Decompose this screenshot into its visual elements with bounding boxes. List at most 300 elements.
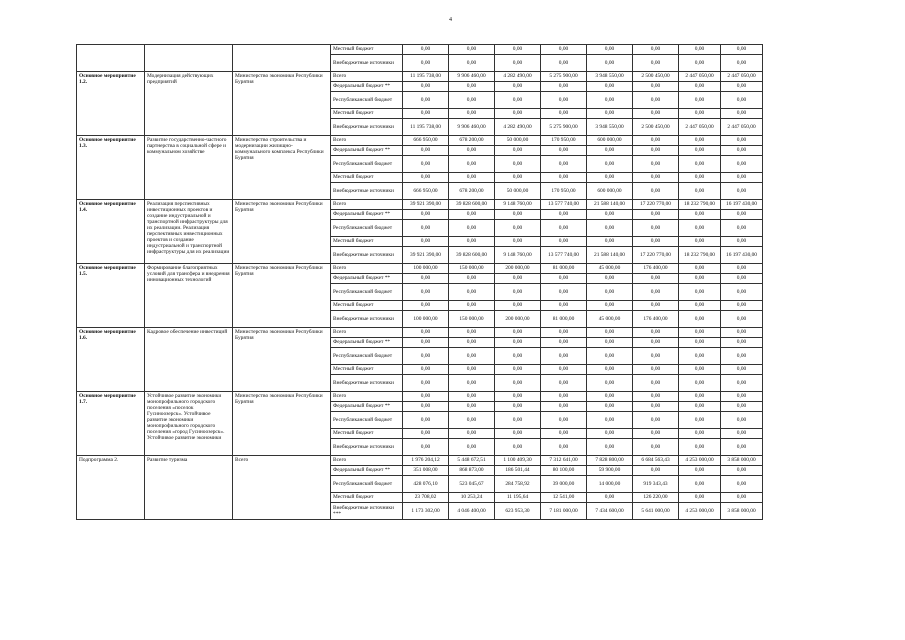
funding-value: 0,00 xyxy=(495,429,541,439)
funding-value: 0,00 xyxy=(679,466,721,476)
funding-value: 0,00 xyxy=(587,375,633,392)
funding-value: 170 950,00 xyxy=(541,183,587,200)
funding-value: 10 253,24 xyxy=(449,493,495,503)
funding-value: 0,00 xyxy=(721,146,763,156)
funding-value: 0,00 xyxy=(403,237,449,247)
funding-value: 16 197 430,00 xyxy=(721,200,763,210)
measure-title: Устойчивое развитие экономики монопрофильного городского поселения «поселок Гусиноозерск». Устойчивое развитие экономики монопрофильного городского поселения «город Гусиноозерск». Устойчивое развитие экономики xyxy=(145,392,233,456)
funding-value: 7 181 000,00 xyxy=(541,503,587,520)
funding-value: 0,00 xyxy=(679,220,721,237)
funding-value: 39 921 390,00 xyxy=(403,247,449,264)
funding-value: 100 000,00 xyxy=(403,311,449,328)
measure-title: Развитие государственно-частного партнерства в социальной сфере и коммунальном хозяйстве xyxy=(145,136,233,200)
funding-value: 0,00 xyxy=(679,328,721,338)
funding-value: 4 253 000,00 xyxy=(679,456,721,466)
measure-executor: Всего xyxy=(233,456,331,520)
funding-value: 0,00 xyxy=(495,146,541,156)
measure-name: Подпрограмма 2. xyxy=(77,456,145,520)
funding-value: 0,00 xyxy=(403,92,449,109)
funding-value: 200 000,00 xyxy=(495,264,541,274)
funding-value: 0,00 xyxy=(679,311,721,328)
funding-value: 0,00 xyxy=(633,109,679,119)
funding-value: 0,00 xyxy=(449,348,495,365)
funding-value: 0,00 xyxy=(721,55,763,72)
table-row xyxy=(77,264,763,274)
funding-value: 0,00 xyxy=(633,274,679,284)
funding-value: 0,00 xyxy=(679,284,721,301)
funding-value: 0,00 xyxy=(721,45,763,55)
funding-value: 0,00 xyxy=(587,146,633,156)
funding-value: 0,00 xyxy=(449,210,495,220)
funding-value: 5 275 900,00 xyxy=(541,119,587,136)
funding-value: 0,00 xyxy=(403,109,449,119)
funding-value: 0,00 xyxy=(541,301,587,311)
funding-source: Федеральный бюджет ** xyxy=(331,82,403,92)
funding-value: 0,00 xyxy=(449,338,495,348)
funding-value: 0,00 xyxy=(403,439,449,456)
table-row xyxy=(77,45,763,55)
funding-value: 0,00 xyxy=(679,476,721,493)
funding-value: 176 400,00 xyxy=(633,264,679,274)
funding-value: 0,00 xyxy=(541,210,587,220)
funding-value: 0,00 xyxy=(721,493,763,503)
funding-value: 150 000,00 xyxy=(449,264,495,274)
funding-source: Всего xyxy=(331,328,403,338)
funding-value: 0,00 xyxy=(541,402,587,412)
funding-value: 0,00 xyxy=(541,365,587,375)
funding-value: 0,00 xyxy=(633,220,679,237)
funding-value: 2 500 450,00 xyxy=(633,72,679,82)
funding-value: 428 076,10 xyxy=(403,476,449,493)
funding-value: 0,00 xyxy=(721,274,763,284)
funding-source: Всего xyxy=(331,136,403,146)
funding-value: 0,00 xyxy=(679,301,721,311)
funding-value: 0,00 xyxy=(449,156,495,173)
table-row xyxy=(77,328,763,338)
funding-value: 0,00 xyxy=(541,146,587,156)
funding-value: 0,00 xyxy=(541,429,587,439)
funding-value: 0,00 xyxy=(633,439,679,456)
funding-value: 39 000,00 xyxy=(541,476,587,493)
funding-value: 0,00 xyxy=(633,429,679,439)
funding-value: 0,00 xyxy=(587,328,633,338)
funding-value: 4 282 490,00 xyxy=(495,119,541,136)
funding-value: 0,00 xyxy=(449,284,495,301)
funding-value: 0,00 xyxy=(679,493,721,503)
funding-value: 3 948 550,00 xyxy=(587,72,633,82)
funding-value: 0,00 xyxy=(587,82,633,92)
funding-value: 7 828 800,00 xyxy=(587,456,633,466)
funding-source: Федеральный бюджет ** xyxy=(331,274,403,284)
funding-value: 176 400,00 xyxy=(633,311,679,328)
funding-value: 0,00 xyxy=(679,173,721,183)
funding-source: Внебюджетные источники xyxy=(331,183,403,200)
funding-value: 0,00 xyxy=(587,156,633,173)
funding-value: 9 148 760,00 xyxy=(495,247,541,264)
funding-value: 50 000,00 xyxy=(495,136,541,146)
funding-value: 0,00 xyxy=(403,348,449,365)
funding-source: Внебюджетные источники xyxy=(331,375,403,392)
funding-value: 0,00 xyxy=(721,311,763,328)
funding-value: 0,00 xyxy=(449,439,495,456)
funding-value: 0,00 xyxy=(449,146,495,156)
funding-value: 0,00 xyxy=(721,365,763,375)
funding-value: 5 275 900,00 xyxy=(541,72,587,82)
funding-value: 0,00 xyxy=(587,301,633,311)
funding-value: 0,00 xyxy=(679,92,721,109)
measure-executor: Министерство экономики Республики Бурятия xyxy=(233,328,331,392)
funding-value: 0,00 xyxy=(403,328,449,338)
funding-value: 0,00 xyxy=(495,92,541,109)
funding-value: 0,00 xyxy=(495,45,541,55)
funding-value: 0,00 xyxy=(721,183,763,200)
measure-executor: Министерство экономики Республики Бурятия xyxy=(233,200,331,264)
funding-value: 0,00 xyxy=(495,284,541,301)
funding-value: 0,00 xyxy=(541,274,587,284)
funding-value: 868 873,00 xyxy=(449,466,495,476)
funding-value: 0,00 xyxy=(541,45,587,55)
funding-value: 0,00 xyxy=(541,284,587,301)
measure-name: Основное мероприятие 1.6. xyxy=(77,328,145,392)
funding-value: 0,00 xyxy=(721,375,763,392)
funding-value: 0,00 xyxy=(587,493,633,503)
funding-source: Федеральный бюджет ** xyxy=(331,338,403,348)
funding-value: 600 000,00 xyxy=(587,136,633,146)
funding-value: 9 906 460,00 xyxy=(449,119,495,136)
funding-value: 39 828 600,00 xyxy=(449,247,495,264)
funding-value: 0,00 xyxy=(633,146,679,156)
funding-value: 0,00 xyxy=(449,220,495,237)
funding-value: 0,00 xyxy=(587,173,633,183)
funding-value: 0,00 xyxy=(541,82,587,92)
funding-value: 0,00 xyxy=(721,156,763,173)
funding-value: 0,00 xyxy=(721,476,763,493)
funding-value: 0,00 xyxy=(679,375,721,392)
funding-value: 0,00 xyxy=(495,173,541,183)
funding-value: 0,00 xyxy=(721,109,763,119)
funding-value: 0,00 xyxy=(541,92,587,109)
funding-value: 0,00 xyxy=(495,392,541,402)
measure-title xyxy=(145,45,233,72)
measure-name xyxy=(77,45,145,72)
funding-value: 7 434 600,00 xyxy=(587,503,633,520)
funding-value: 0,00 xyxy=(721,439,763,456)
funding-source: Республиканский бюджет xyxy=(331,412,403,429)
funding-value: 0,00 xyxy=(449,301,495,311)
funding-value: 18 232 790,00 xyxy=(679,247,721,264)
funding-value: 0,00 xyxy=(721,328,763,338)
funding-value: 0,00 xyxy=(495,210,541,220)
funding-source: Местный бюджет xyxy=(331,45,403,55)
funding-value: 0,00 xyxy=(587,392,633,402)
funding-value: 0,00 xyxy=(679,146,721,156)
funding-source: Федеральный бюджет ** xyxy=(331,210,403,220)
funding-value: 2 447 050,00 xyxy=(679,72,721,82)
funding-value: 0,00 xyxy=(403,301,449,311)
funding-value: 0,00 xyxy=(633,210,679,220)
funding-value: 0,00 xyxy=(495,402,541,412)
funding-value: 4 253 000,00 xyxy=(679,503,721,520)
funding-value: 0,00 xyxy=(679,45,721,55)
funding-value: 666 950,00 xyxy=(403,183,449,200)
funding-source: Всего xyxy=(331,72,403,82)
table-row xyxy=(77,136,763,146)
funding-value: 0,00 xyxy=(633,301,679,311)
measure-name: Основное мероприятие 1.2. xyxy=(77,72,145,136)
funding-value: 0,00 xyxy=(541,55,587,72)
funding-value: 0,00 xyxy=(679,156,721,173)
funding-value: 0,00 xyxy=(495,338,541,348)
funding-value: 11 195 738,00 xyxy=(403,72,449,82)
funding-value: 0,00 xyxy=(541,375,587,392)
funding-value: 126 220,00 xyxy=(633,493,679,503)
funding-value: 678 200,00 xyxy=(449,183,495,200)
funding-table xyxy=(76,44,763,520)
funding-value: 5 448 672,51 xyxy=(449,456,495,466)
funding-value: 186 501,44 xyxy=(495,466,541,476)
funding-value: 3 948 550,00 xyxy=(587,119,633,136)
funding-value: 0,00 xyxy=(403,146,449,156)
funding-value: 0,00 xyxy=(449,45,495,55)
funding-value: 0,00 xyxy=(541,220,587,237)
funding-value: 0,00 xyxy=(495,220,541,237)
funding-value: 0,00 xyxy=(679,237,721,247)
funding-source: Местный бюджет xyxy=(331,237,403,247)
funding-value: 23 708,02 xyxy=(403,493,449,503)
funding-value: 0,00 xyxy=(587,338,633,348)
table-body xyxy=(77,45,763,520)
funding-value: 0,00 xyxy=(403,156,449,173)
funding-source: Республиканский бюджет xyxy=(331,476,403,493)
funding-value: 39 921 390,00 xyxy=(403,200,449,210)
funding-value: 4 282 490,00 xyxy=(495,72,541,82)
funding-value: 0,00 xyxy=(541,156,587,173)
funding-value: 17 220 770,00 xyxy=(633,247,679,264)
funding-value: 0,00 xyxy=(633,348,679,365)
measure-name: Основное мероприятие 1.5. xyxy=(77,264,145,328)
funding-source: Республиканский бюджет xyxy=(331,284,403,301)
funding-value: 0,00 xyxy=(495,439,541,456)
funding-value: 0,00 xyxy=(633,136,679,146)
funding-value: 0,00 xyxy=(633,156,679,173)
funding-value: 0,00 xyxy=(403,429,449,439)
funding-source: Местный бюджет xyxy=(331,173,403,183)
funding-value: 623 953,30 xyxy=(495,503,541,520)
funding-value: 0,00 xyxy=(403,82,449,92)
funding-value: 523 045,67 xyxy=(449,476,495,493)
funding-value: 0,00 xyxy=(587,284,633,301)
funding-source: Местный бюджет xyxy=(331,301,403,311)
funding-value: 100 000,00 xyxy=(403,264,449,274)
funding-value: 0,00 xyxy=(721,237,763,247)
funding-value: 13 577 740,00 xyxy=(541,247,587,264)
funding-value: 0,00 xyxy=(587,92,633,109)
funding-value: 80 100,00 xyxy=(541,466,587,476)
funding-value: 0,00 xyxy=(541,412,587,429)
funding-value: 0,00 xyxy=(633,412,679,429)
funding-source: Местный бюджет xyxy=(331,429,403,439)
funding-value: 919 343,43 xyxy=(633,476,679,493)
funding-source: Республиканский бюджет xyxy=(331,220,403,237)
funding-value: 0,00 xyxy=(679,348,721,365)
funding-value: 2 500 450,00 xyxy=(633,119,679,136)
funding-value: 0,00 xyxy=(403,210,449,220)
funding-value: 16 197 430,00 xyxy=(721,247,763,264)
funding-value: 0,00 xyxy=(679,439,721,456)
measure-title: Модернизация действующих предприятий xyxy=(145,72,233,136)
funding-value: 45 000,00 xyxy=(587,311,633,328)
funding-value: 1 976 204,12 xyxy=(403,456,449,466)
funding-source: Всего xyxy=(331,456,403,466)
funding-value: 0,00 xyxy=(587,429,633,439)
funding-value: 150 000,00 xyxy=(449,311,495,328)
funding-value: 0,00 xyxy=(449,375,495,392)
measure-executor: Министерство строительства и модернизации жилищно-коммунального комплекса Республики Бурятия xyxy=(233,136,331,200)
funding-value: 0,00 xyxy=(633,392,679,402)
funding-value: 81 000,00 xyxy=(541,264,587,274)
funding-value: 0,00 xyxy=(633,338,679,348)
funding-value: 0,00 xyxy=(495,301,541,311)
measure-executor: Министерство экономики Республики Бурятия xyxy=(233,392,331,456)
funding-value: 0,00 xyxy=(495,237,541,247)
funding-value: 2 447 050,00 xyxy=(679,119,721,136)
funding-value: 0,00 xyxy=(587,220,633,237)
funding-value: 0,00 xyxy=(495,365,541,375)
funding-source: Местный бюджет xyxy=(331,365,403,375)
funding-value: 0,00 xyxy=(449,55,495,72)
funding-value: 0,00 xyxy=(449,92,495,109)
funding-value: 14 000,00 xyxy=(587,476,633,493)
funding-value: 0,00 xyxy=(587,210,633,220)
funding-value: 0,00 xyxy=(403,402,449,412)
funding-value: 0,00 xyxy=(721,348,763,365)
funding-value: 0,00 xyxy=(587,109,633,119)
funding-value: 0,00 xyxy=(721,392,763,402)
measure-name: Основное мероприятие 1.7. xyxy=(77,392,145,456)
funding-value: 0,00 xyxy=(679,109,721,119)
funding-value: 9 906 460,00 xyxy=(449,72,495,82)
funding-value: 11 195 738,00 xyxy=(403,119,449,136)
measure-title: Развитие туризма xyxy=(145,456,233,520)
measure-executor: Министерство экономики Республики Бурятия xyxy=(233,72,331,136)
funding-source: Местный бюджет xyxy=(331,493,403,503)
funding-value: 6 684 563,43 xyxy=(633,456,679,466)
funding-value: 0,00 xyxy=(721,136,763,146)
funding-source: Внебюджетные источники *** xyxy=(331,503,403,520)
funding-value: 45 000,00 xyxy=(587,264,633,274)
funding-value: 0,00 xyxy=(679,402,721,412)
table-row xyxy=(77,456,763,466)
table-row xyxy=(77,72,763,82)
funding-source: Внебюджетные источники xyxy=(331,119,403,136)
funding-value: 170 950,00 xyxy=(541,136,587,146)
funding-value: 50 000,00 xyxy=(495,183,541,200)
funding-source: Федеральный бюджет ** xyxy=(331,146,403,156)
funding-value: 0,00 xyxy=(633,375,679,392)
funding-value: 0,00 xyxy=(495,156,541,173)
measure-title: Формирование благоприятных условий для трансфера и внедрения инновационных технологий xyxy=(145,264,233,328)
funding-value: 0,00 xyxy=(721,173,763,183)
measure-name: Основное мероприятие 1.3. xyxy=(77,136,145,200)
funding-value: 0,00 xyxy=(587,274,633,284)
table-row xyxy=(77,200,763,210)
funding-value: 4 046 400,00 xyxy=(449,503,495,520)
funding-value: 0,00 xyxy=(449,412,495,429)
funding-source: Внебюджетные источники xyxy=(331,247,403,264)
funding-value: 0,00 xyxy=(679,392,721,402)
funding-value: 0,00 xyxy=(721,92,763,109)
funding-value: 0,00 xyxy=(587,45,633,55)
funding-value: 1 173 302,00 xyxy=(403,503,449,520)
funding-value: 3 858 000,00 xyxy=(721,456,763,466)
funding-value: 0,00 xyxy=(449,82,495,92)
funding-source: Внебюджетные источники xyxy=(331,311,403,328)
funding-value: 2 447 050,00 xyxy=(721,119,763,136)
funding-value: 0,00 xyxy=(495,348,541,365)
funding-value: 5 641 000,00 xyxy=(633,503,679,520)
funding-value: 0,00 xyxy=(633,45,679,55)
funding-value: 0,00 xyxy=(403,173,449,183)
funding-value: 0,00 xyxy=(449,173,495,183)
funding-value: 0,00 xyxy=(541,173,587,183)
measure-name: Основное мероприятие 1.4. xyxy=(77,200,145,264)
funding-value: 0,00 xyxy=(721,338,763,348)
funding-value: 0,00 xyxy=(679,274,721,284)
funding-value: 0,00 xyxy=(721,264,763,274)
funding-value: 0,00 xyxy=(541,237,587,247)
funding-value: 13 577 740,00 xyxy=(541,200,587,210)
funding-value: 1 100 409,30 xyxy=(495,456,541,466)
funding-value: 0,00 xyxy=(403,274,449,284)
funding-value: 0,00 xyxy=(679,429,721,439)
funding-value: 11 195,64 xyxy=(495,493,541,503)
funding-value: 7 312 641,00 xyxy=(541,456,587,466)
funding-value: 0,00 xyxy=(495,82,541,92)
funding-value: 0,00 xyxy=(587,55,633,72)
funding-value: 0,00 xyxy=(403,220,449,237)
funding-value: 0,00 xyxy=(587,402,633,412)
funding-value: 0,00 xyxy=(679,82,721,92)
funding-source: Всего xyxy=(331,264,403,274)
funding-value: 678 200,00 xyxy=(449,136,495,146)
funding-value: 0,00 xyxy=(403,284,449,301)
funding-value: 0,00 xyxy=(495,55,541,72)
funding-value: 9 148 760,00 xyxy=(495,200,541,210)
measure-title: Реализация перспективных инвестиционных проектов и создание индустриальной и транспортной инфраструктуры для их реализации. Реализация перспективных инвестиционных проектов и создание индустриальной и транспортной инфраструктуры для их реализации xyxy=(145,200,233,264)
funding-value: 0,00 xyxy=(541,338,587,348)
funding-value: 0,00 xyxy=(587,348,633,365)
funding-source: Республиканский бюджет xyxy=(331,92,403,109)
funding-value: 0,00 xyxy=(403,55,449,72)
funding-value: 0,00 xyxy=(449,237,495,247)
funding-value: 0,00 xyxy=(679,412,721,429)
funding-value: 3 858 000,00 xyxy=(721,503,763,520)
funding-value: 0,00 xyxy=(679,183,721,200)
funding-value: 81 000,00 xyxy=(541,311,587,328)
funding-value: 0,00 xyxy=(721,210,763,220)
funding-value: 0,00 xyxy=(679,338,721,348)
funding-value: 0,00 xyxy=(403,412,449,429)
funding-value: 0,00 xyxy=(495,328,541,338)
funding-value: 0,00 xyxy=(633,365,679,375)
funding-source: Местный бюджет xyxy=(331,109,403,119)
funding-source: Федеральный бюджет ** xyxy=(331,402,403,412)
funding-value: 0,00 xyxy=(721,466,763,476)
funding-value: 0,00 xyxy=(449,365,495,375)
funding-value: 0,00 xyxy=(403,365,449,375)
funding-value: 39 828 600,00 xyxy=(449,200,495,210)
funding-value: 0,00 xyxy=(587,439,633,456)
